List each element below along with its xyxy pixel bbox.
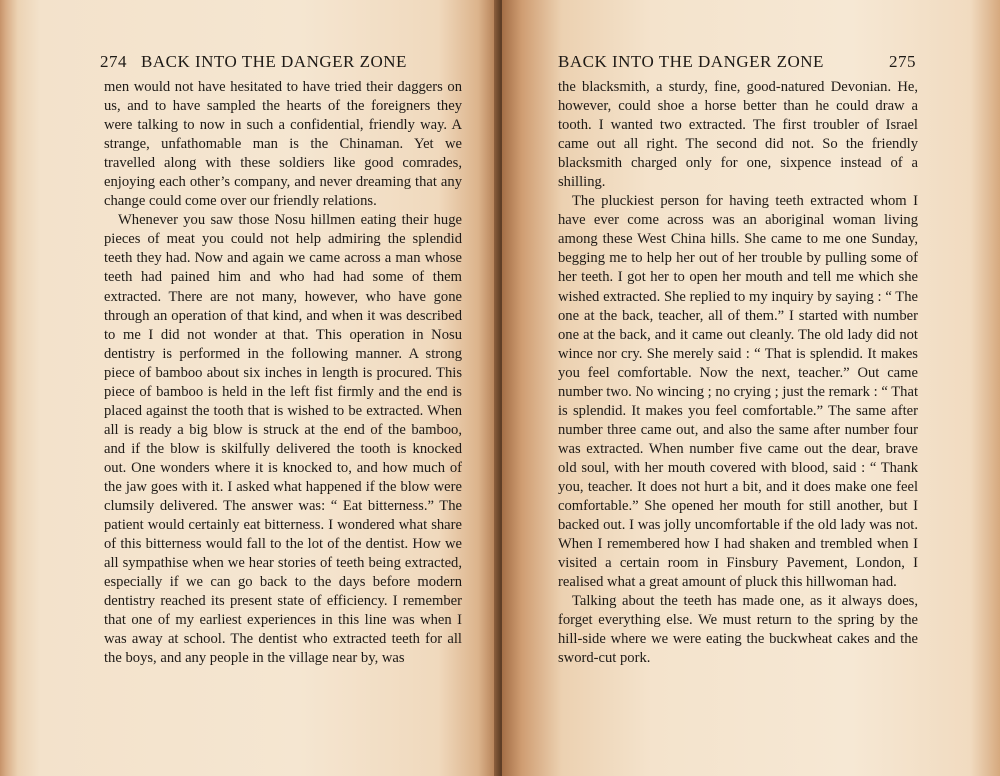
right-running-head: BACK INTO THE DANGER ZONE [558, 52, 824, 71]
right-page-number: 275 [889, 52, 916, 71]
right-page [502, 0, 1000, 776]
left-page [0, 0, 498, 776]
left-page-number: 274 [100, 52, 127, 71]
paragraph: The pluckiest person for having teeth extracted whom I have ever come across was an aboriginal woman living among these West China hills. She came to me one Sunday, begging me to help her out of her trouble by pulling some of her teeth. I got her to open her mouth and tell me which she wished extracted. She replied to my inquiry by saying : “ The one at the back, teacher, all of them.” I started with number one at the back, and it came out cleanly. The old lady did not wince nor cry. She merely said : “ That is splendid. It makes you feel comfortable. Now the next, teacher.” Out came number two. No wincing ; no crying ; just the remark : “ That is splendid. It makes you feel comfortable.” The same after number three came out, and also the same after number four was extracted. When number five came out the dear, brave old soul, with her mouth covered with blood, said : “ Thank you, teacher. It does not hurt a bit, and it does make one feel comfortable.” She opened her mouth for still another, but I backed out. I was jolly uncomfortable if the old lady was not. When I remembered how I had shaken and trembled when I visited a certain room in Finsbury Pavement, London, I realised what a great amount of pluck this hillwoman had. [558, 193, 918, 591]
right-page-body [558, 78, 918, 668]
left-running-head: BACK INTO THE DANGER ZONE [141, 52, 407, 71]
right-page-header [558, 52, 916, 72]
left-page-body [104, 78, 462, 668]
paragraph: men would not have hesitated to have tried their daggers on us, and to have sampled the hearts of the foreigners they were talking to now in such a confidential, friendly way. A strange, unfathomable man is the Chinaman. Yet we travelled along with these soldiers like good comrades, enjoying each other’s company, and never dreaming that any change could come over our friendly relations. [104, 79, 462, 210]
paragraph: the blacksmith, a sturdy, fine, good-natured Devonian. He, however, could shoe a horse better than he could draw a tooth. I wanted two extracted. The first troubler of Israel came out all right. The second did not. So the friendly blacksmith charged only for one, sixpence instead of a shilling. [558, 79, 918, 191]
paragraph: Talking about the teeth has made one, as it always does, forget everything else. We must return to the spring by the hill-side where we were eating the buckwheat cakes and the sword-cut pork. [558, 593, 918, 667]
paragraph: Whenever you saw those Nosu hillmen eating their huge pieces of meat you could not help admiring the splendid teeth they had. Now and again we came across a man whose teeth had pained him and who had had some of them extracted. There are not many, however, who have gone through an operation of that kind, and when it was described to me I did not wonder at that. This operation in Nosu dentistry is performed in the following manner. A strong piece of bamboo about six inches in length is procured. This piece of bamboo is held in the left fist firmly and the end is placed against the tooth that is wished to be extracted. When all is ready a big blow is struck at the end of the bamboo, and if the blow is skilfully delivered the tooth is knocked out. One wonders where it is knocked to, and how much of the jaw goes with it. I asked what happened if the blow were clumsily delivered. The answer was: “ Eat bitterness.” The patient would certainly eat bitterness. I wondered what share of this bitterness would fall to the lot of the dentist. How we all sympathise when we hear stories of teeth being extracted, especially if we can go back to the days before modern dentistry reached its present state of efficiency. I remember that one of my earliest experiences in this line was when I was away at school. The dentist who extracted teeth for all the boys, and any people in the village near by, was [104, 212, 462, 667]
left-page-header [100, 52, 468, 72]
